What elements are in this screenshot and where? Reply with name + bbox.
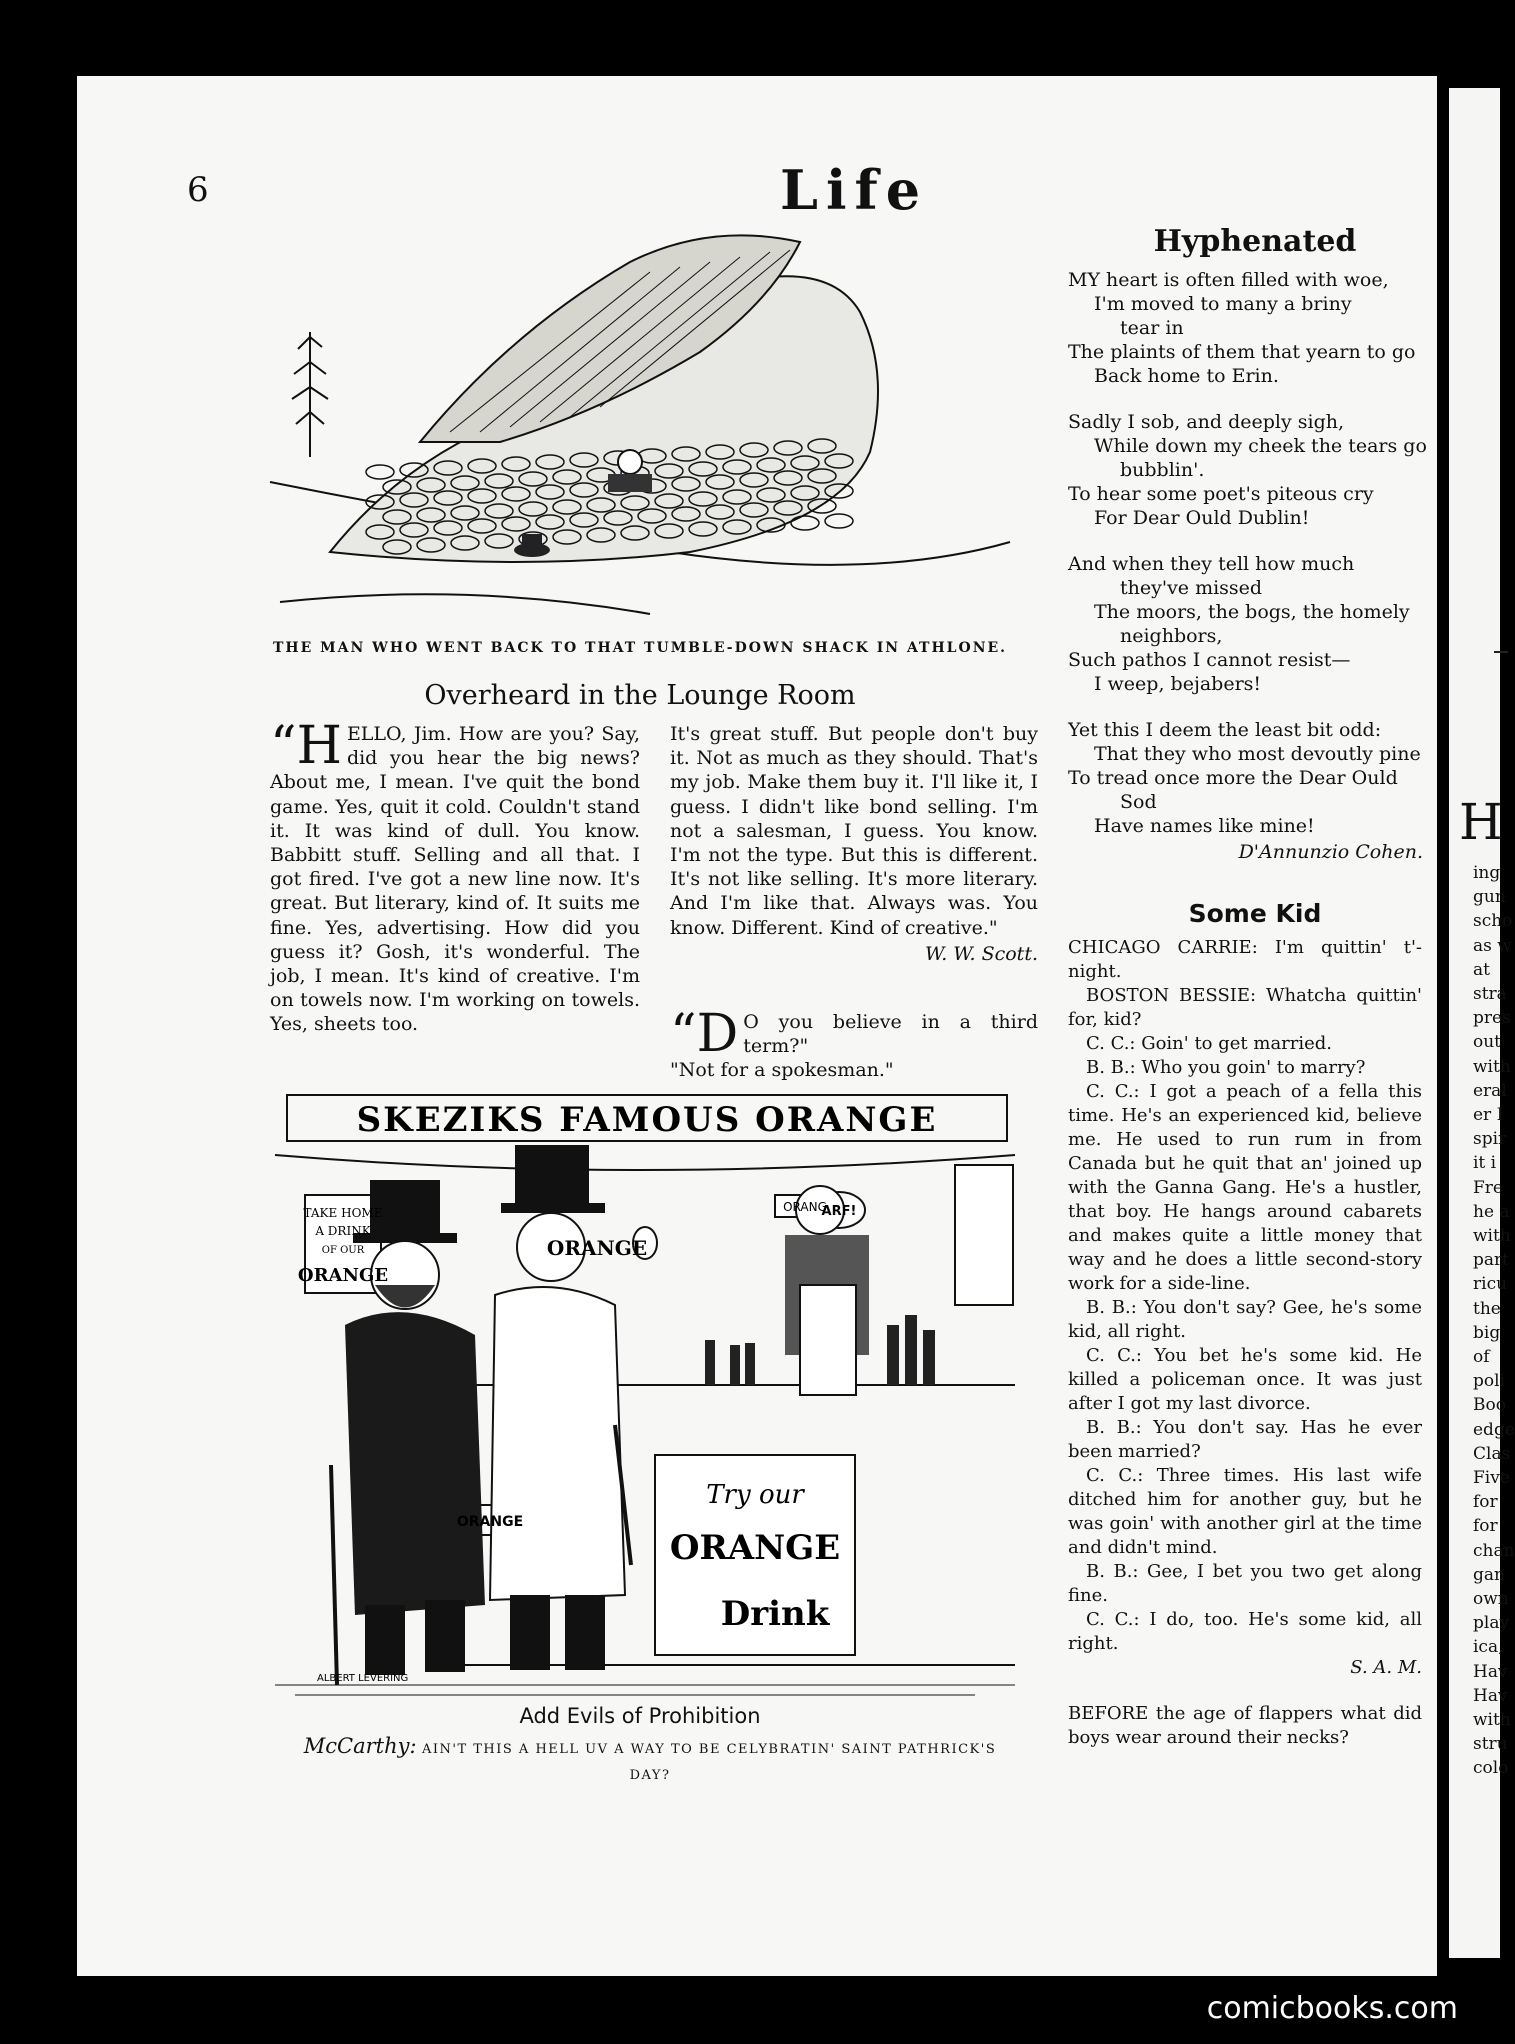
sign-try-our-3: Drink [720, 1594, 830, 1634]
sign-take-home-3: OF OUR [321, 1245, 365, 1256]
sign-counter-orange: ORANGE [456, 1514, 524, 1530]
poem-line: bubblin'. [1120, 459, 1205, 481]
third-term-line-2: "Not for a spokesman." [670, 1059, 894, 1082]
adjacent-page-fragment: gun [1473, 887, 1506, 908]
dialogue-line: C. C.: I do, too. He's some kid, all right. [1068, 1609, 1422, 1654]
sign-take-home-1: TAKE HOME [303, 1206, 383, 1220]
adjacent-page-fragment: with [1473, 1710, 1511, 1730]
dialogue-line: C. C.: Goin' to get married. [1086, 1033, 1333, 1054]
poem-line: Have names like mine! [1094, 815, 1315, 837]
adjacent-page-fragment: big [1473, 1322, 1501, 1343]
some-kid-lines [1068, 936, 1422, 1656]
flappers-joke: BEFORE the age of flappers what did boys wear around their necks? [1068, 1703, 1422, 1748]
poem-line: To tread once more the Dear Ould [1068, 767, 1398, 789]
poem-line: And when they tell how much [1068, 553, 1355, 575]
cartoon-quote: AIN'T THIS A HELL UV A WAY TO BE CELYBRATIN' SAINT PATHRICK'S DAY? [421, 1742, 997, 1783]
lounge-column-1 [270, 716, 640, 1037]
adjacent-page-fragment: with [1473, 1226, 1511, 1246]
poem-line: I weep, bejabers! [1094, 673, 1262, 695]
adjacent-page-fragment: poli [1473, 1371, 1505, 1392]
sign-take-home-2: A DRINK [315, 1224, 371, 1238]
lounge-dropcap: “H [270, 716, 342, 776]
lounge-text-2: It's great stuff. But people don't buy it. Not as much as they should. That's my job. Make them buy it. I'll like it, I guess. I didn't like bond selling. I'm not a salesman, I guess. You know. I'm not the type. But this is different. It's not like selling. It's more literary. And I'm like that. Always was. You know. Different. Kind of creative." [670, 723, 1038, 939]
dialogue-line: B. B.: You don't say. Has he ever been married? [1068, 1417, 1422, 1462]
adjacent-page-fragment: for [1473, 1492, 1498, 1513]
poem-line: Back home to Erin. [1094, 365, 1279, 387]
adjacent-page-fragment: out [1473, 1032, 1502, 1053]
some-kid-title: Some Kid [1188, 899, 1322, 928]
shack-cartoon [270, 222, 1010, 622]
artist-signature: ALBERT LEVERING [317, 1673, 409, 1684]
dialogue-line: C. C.: I got a peach of a fella this time. He's an experienced kid, believe me. He used to run rum in from Canada but he quit that an' joined up with the Ganna Gang. He's a hustler, that boy. He hangs around cabarets and makes quite a little money that way and he does a little second-story work for a side-line. [1068, 1081, 1422, 1294]
poem-line: The moors, the bogs, the homely [1094, 601, 1410, 623]
adjacent-page-fragment: Fre [1473, 1177, 1503, 1198]
adjacent-page-fragment: eral [1473, 1080, 1507, 1101]
footer-brand: comicbooks.com [1206, 1991, 1458, 2026]
hyphenated-poem [1068, 268, 1427, 864]
lounge-author: W. W. Scott. [925, 942, 1038, 965]
adjacent-page-fragment: with [1473, 1056, 1511, 1077]
poem-line: Such pathos I cannot resist— [1068, 649, 1351, 671]
hyphenated-stanza-1 [1068, 268, 1423, 388]
page-number: 6 [187, 170, 209, 210]
poem-line: tear in [1120, 317, 1184, 339]
poem-line: While down my cheek the tears go [1094, 435, 1427, 457]
hyphenated-author: D'Annunzio Cohen. [1238, 841, 1423, 863]
poem-line: To hear some poet's piteous cry [1068, 483, 1374, 505]
adjacent-page-fragment: Boo [1473, 1395, 1506, 1416]
sign-arf: ARF! [821, 1204, 857, 1219]
some-kid-dialogue [1068, 936, 1422, 1680]
adjacent-page-fragment: play [1473, 1613, 1510, 1634]
hyphenated-stanza-3 [1068, 552, 1423, 696]
poem-line: neighbors, [1120, 625, 1223, 647]
cartoon-caption [300, 1734, 1000, 1788]
sign-try-our-2: ORANGE [669, 1528, 841, 1568]
sign-try-our-1: Try our [706, 1480, 804, 1510]
adjacent-page-fragment: Clas [1473, 1443, 1511, 1464]
adjacent-page-fragment: stra [1473, 984, 1507, 1004]
adjacent-page-fragment: spir [1473, 1129, 1507, 1150]
poem-line: Yet this I deem the least bit odd: [1068, 719, 1382, 741]
poem-line: The plaints of them that yearn to go [1068, 341, 1416, 363]
sign-orange-window: ORANGE [546, 1236, 648, 1260]
adjacent-page-fragment: it i [1473, 1153, 1497, 1174]
dialogue-line: B. B.: Gee, I bet you two get along fine. [1068, 1561, 1422, 1606]
adjacent-page-fragment: own [1473, 1589, 1509, 1609]
adjacent-page-fragment: of [1473, 1347, 1490, 1367]
adjacent-page-fragment: for [1473, 1516, 1498, 1537]
hyphenated-title: Hyphenated [1153, 224, 1357, 259]
dialogue-line: BOSTON BESSIE: Whatcha quittin' for, kid? [1068, 985, 1422, 1030]
adjacent-page-fragment: er I [1473, 1105, 1504, 1125]
orange-stand-cartoon [275, 1085, 1015, 1705]
hyphenated-stanza-2 [1068, 410, 1427, 530]
poem-line: they've missed [1120, 577, 1263, 599]
poem-line: Sadly I sob, and deeply sigh, [1068, 411, 1345, 433]
cartoon-speaker: McCarthy: [303, 1734, 417, 1758]
third-term-joke [670, 1004, 1038, 1083]
adjacent-page-fragment: ica, [1473, 1637, 1504, 1658]
hyphenated-stanza-4 [1068, 718, 1423, 838]
adjacent-page-fragment: as w [1473, 935, 1512, 956]
poem-line: MY heart is often filled with woe, [1068, 269, 1389, 291]
adjacent-page-fragment: Five [1473, 1468, 1510, 1488]
adjacent-page-fragment: gan [1473, 1564, 1505, 1585]
adjacent-page-fragment: edge [1473, 1419, 1515, 1440]
adjacent-page-edge [1449, 88, 1515, 1958]
dialogue-line: B. B.: Who you goin' to marry? [1086, 1057, 1366, 1078]
poem-line: For Dear Ould Dublin! [1094, 507, 1310, 529]
dialogue-line: CHICAGO CARRIE: I'm quittin' t'-night. [1068, 937, 1422, 982]
shack-caption: THE MAN WHO WENT BACK TO THAT TUMBLE-DOWN SHACK IN ATHLONE. [272, 640, 1008, 656]
adjacent-page-fragment: ricu [1473, 1274, 1508, 1295]
sign-take-home-4: ORANGE [297, 1265, 389, 1286]
adjacent-page-fragment: at [1473, 959, 1490, 980]
adjacent-page-fragment: pres [1473, 1008, 1511, 1029]
poem-line: That they who most devoutly pine [1094, 743, 1421, 765]
lounge-column-2 [670, 722, 1038, 966]
adjacent-page-fragment: Hav [1473, 1661, 1508, 1682]
adjacent-page-rule [1494, 651, 1508, 653]
poem-line: Sod [1120, 791, 1157, 813]
dialogue-line: C. C.: You bet he's some kid. He killed a policeman once. It was just after I got my last divorce. [1068, 1345, 1422, 1414]
adjacent-page-fragment: chan [1473, 1540, 1515, 1561]
third-term-line-1: O you believe in a third term?" [743, 1011, 1038, 1058]
sign-orang: ORANG [783, 1200, 827, 1214]
adjacent-page-fragment: part [1473, 1250, 1509, 1271]
lounge-text-1: ELLO, Jim. How are you? Say, did you hear the big news? About me, I mean. I've quit the bond game. Yes, quit it cold. Couldn't stand it. It was kind of dull. You know. Babbitt stuff. Selling and all that. I got fired. I've got a new line now. It's great. But literary, kind of. It suits me fine. Yes, advertising. How did you guess it? Gosh, it's wonderful. The job, I mean. It's kind of creative. I'm on towels now. I'm working on towels. Yes, sheets too. [270, 723, 640, 1036]
sign-skeziks: SKEZIKS FAMOUS ORANGE [356, 1100, 938, 1140]
dialogue-line: B. B.: You don't say? Gee, he's some kid, all right. [1068, 1297, 1422, 1342]
third-term-dropcap: “D [670, 1004, 739, 1064]
adjacent-page-fragment: the [1473, 1298, 1501, 1319]
cartoon-title: Add Evils of Prohibition [519, 1704, 761, 1728]
some-kid-author: S. A. M. [1350, 1657, 1422, 1678]
masthead: Life [780, 158, 929, 222]
adjacent-page-fragment: ing [1473, 863, 1501, 883]
adjacent-page-fragment: stru [1473, 1734, 1508, 1755]
lounge-title: Overheard in the Lounge Room [424, 680, 856, 711]
adjacent-page-dropcap: H [1459, 793, 1503, 851]
dialogue-line: C. C.: Three times. His last wife ditched him for another guy, but he was goin' with another girl at the time and didn't mind. [1068, 1465, 1422, 1558]
adjacent-page-fragment: he a [1473, 1201, 1510, 1222]
poem-line: I'm moved to many a briny [1094, 293, 1352, 315]
adjacent-page-fragment: Hav [1473, 1685, 1508, 1706]
adjacent-page-fragment: scho [1473, 911, 1513, 932]
adjacent-page-fragment: colo [1473, 1758, 1509, 1779]
